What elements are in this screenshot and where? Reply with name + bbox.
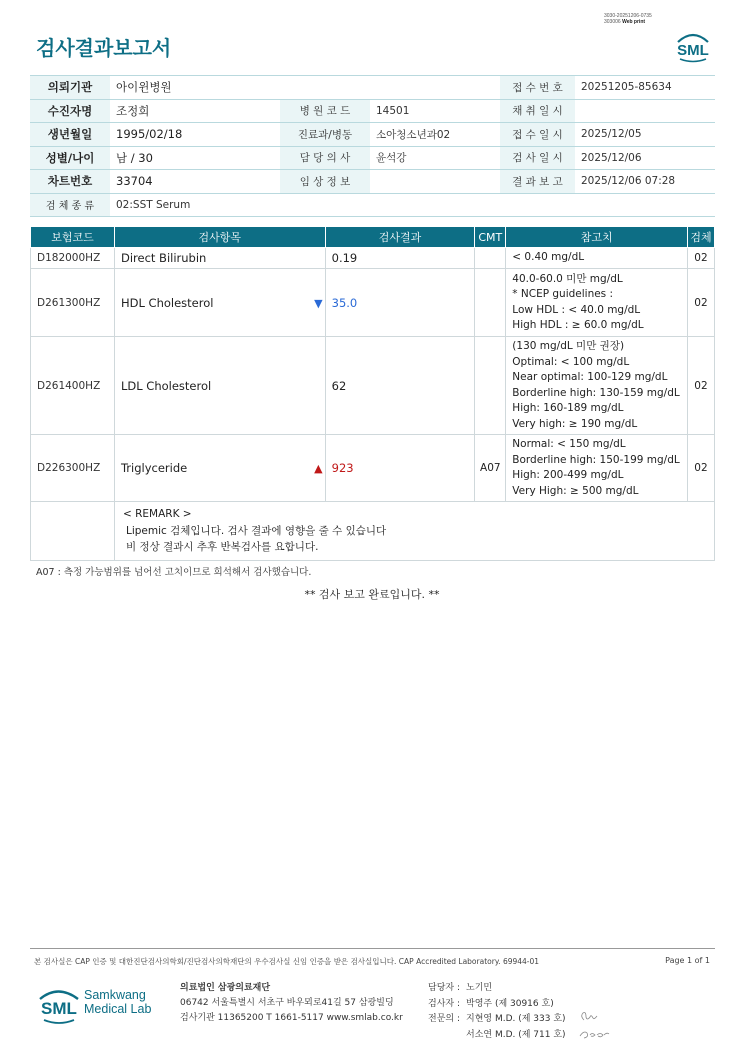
high-flag-icon: ▲ xyxy=(314,462,323,475)
organization-address: 06742 서울특별시 서초구 바우뫼로41길 57 삼광빌딩 xyxy=(180,998,394,1008)
header-cmt: CMT xyxy=(475,227,506,248)
staff-label: 검사자 : xyxy=(428,998,460,1009)
row-item: LDL Cholesterol xyxy=(114,337,325,435)
results-table xyxy=(30,226,715,561)
header-test-item: 검사항목 xyxy=(114,227,325,248)
label-institution: 의뢰기관 xyxy=(30,76,110,100)
table-row xyxy=(31,269,715,337)
label-sex-age: 성별/나이 xyxy=(30,146,110,170)
label-dob: 생년월일 xyxy=(30,123,110,147)
row-value: 923 xyxy=(325,435,475,502)
label-name: 수진자명 xyxy=(30,99,110,123)
label-doctor: 담 당 의 사 xyxy=(280,146,370,170)
row-cmt xyxy=(475,269,506,337)
staff-label: 전문의 : xyxy=(428,1014,460,1024)
document-code xyxy=(604,13,652,25)
row-reference xyxy=(506,269,688,337)
sex-age-value: 남 / 30 xyxy=(110,146,280,170)
department-value: 소아청소년과02 xyxy=(370,123,500,147)
staff-value: 서소연 M.D. (제 711 호) xyxy=(466,1029,566,1040)
completion-message: ** 검사 보고 완료입니다. ** xyxy=(304,588,440,601)
info-row-2 xyxy=(30,99,715,123)
sml-logo-icon xyxy=(672,26,714,64)
name-value: 조정희 xyxy=(110,99,280,123)
label-test-date: 검 사 일 시 xyxy=(500,146,575,170)
reference-line: Near optimal: 100-129 mg/dL xyxy=(512,371,668,383)
page-title: 검사결과보고서 xyxy=(36,36,172,60)
doctor-value: 윤석강 xyxy=(370,146,500,170)
row-code: D226300HZ xyxy=(31,435,115,502)
row-value: 62 xyxy=(325,337,475,435)
chart-no-value: 33704 xyxy=(110,170,280,194)
label-clinical-info: 임 상 정 보 xyxy=(280,170,370,194)
staff-row xyxy=(428,981,566,997)
reference-line: Optimal: < 100 mg/dL xyxy=(512,355,630,368)
staff-info xyxy=(428,981,566,1043)
certification-text: 본 검사실은 CAP 인증 및 대한진단검사의학회/진단검사의학재단의 우수검사실 신임 인증을 받은 검사실입니다. CAP Accredited Laboratory. 69944-01 xyxy=(34,957,540,966)
clinical-info-value xyxy=(370,170,500,194)
remark-line: 비 정상 결과시 추후 반복검사를 요합니다. xyxy=(125,541,319,553)
label-specimen-type: 검 체 종 류 xyxy=(30,193,110,217)
label-hospital-code: 병 원 코 드 xyxy=(280,99,370,123)
row-item-cell xyxy=(114,269,325,337)
staff-value: 박영주 (제 30916 호) xyxy=(466,998,554,1009)
receipt-no-value: 20251205-85634 xyxy=(575,76,715,100)
staff-row xyxy=(428,1012,566,1028)
row-specimen: 02 xyxy=(687,269,714,337)
reference-line: (130 mg/dL 미만 권장) xyxy=(512,340,625,352)
patient-info-table xyxy=(30,75,715,217)
staff-value: 지현영 M.D. (제 333 호) xyxy=(466,1014,566,1024)
label-collection-date: 채 취 일 시 xyxy=(500,99,575,123)
row-cmt: A07 xyxy=(475,435,506,502)
organization-contact: 검사기관 11365200 T 1661-5117 www.smlab.co.kr xyxy=(180,1013,403,1023)
staff-row xyxy=(428,997,566,1013)
info-row-6 xyxy=(30,193,715,217)
remark-row xyxy=(31,502,715,561)
document-code-1: 3030-20251206-0735 xyxy=(604,13,652,19)
footer-divider xyxy=(30,948,715,949)
row-value: 0.19 xyxy=(325,248,475,269)
reference-line: Borderline high: 150-199 mg/dL xyxy=(512,453,680,466)
reference-line: High HDL : ≥ 60.0 mg/dL xyxy=(512,319,644,331)
table-row xyxy=(31,435,715,502)
row-specimen: 02 xyxy=(687,435,714,502)
info-row-5 xyxy=(30,170,715,194)
hospital-code-value: 14501 xyxy=(370,99,500,123)
sml-footer-logo-icon xyxy=(36,982,82,1026)
staff-value: 노기민 xyxy=(466,983,493,993)
footer-logo-name xyxy=(84,988,151,1016)
reference-line: Borderline high: 130-159 mg/dL xyxy=(512,386,680,399)
header-specimen: 검체 xyxy=(687,227,714,248)
reference-line: Low HDL : < 40.0 mg/dL xyxy=(512,303,641,316)
row-reference xyxy=(506,248,688,269)
label-report-date: 결 과 보 고 xyxy=(500,170,575,194)
label-receipt-date: 접 수 일 시 xyxy=(500,123,575,147)
row-reference xyxy=(506,435,688,502)
header-insurance-code: 보험코드 xyxy=(31,227,115,248)
label-chart-no: 차트번호 xyxy=(30,170,110,194)
dob-value: 1995/02/18 xyxy=(110,123,280,147)
remark-title: < REMARK > xyxy=(122,508,192,520)
header-reference: 참고치 xyxy=(506,227,688,248)
institution-value: 아이윈병원 xyxy=(110,76,500,100)
info-row-4 xyxy=(30,146,715,170)
row-code: D261400HZ xyxy=(31,337,115,435)
reference-line: High: 200-499 mg/dL xyxy=(512,469,624,481)
reference-line: * NCEP guidelines : xyxy=(512,288,614,300)
row-code: D182000HZ xyxy=(31,248,115,269)
page-number: Page 1 of 1 xyxy=(665,956,710,965)
reference-line: Normal: < 150 mg/dL xyxy=(512,438,626,450)
header-result: 검사결과 xyxy=(325,227,475,248)
table-row xyxy=(31,337,715,435)
staff-row xyxy=(428,1028,566,1044)
reference-line: 40.0-60.0 미만 mg/dL xyxy=(512,272,623,285)
specimen-type-value: 02:SST Serum xyxy=(110,193,715,217)
organization-info xyxy=(180,981,403,1026)
info-row-1 xyxy=(30,76,715,100)
organization-name: 의료법인 삼광의료재단 xyxy=(180,983,271,993)
label-department: 진료과/병동 xyxy=(280,123,370,147)
reference-line: < 0.40 mg/dL xyxy=(512,251,585,264)
row-cmt xyxy=(475,248,506,269)
reference-line: High: 160-189 mg/dL xyxy=(512,402,624,414)
row-item: HDL Cholesterol xyxy=(120,295,214,310)
logo-name-line-1: Samkwang xyxy=(84,988,146,1002)
row-item: Triglyceride xyxy=(120,461,188,475)
remark-line: Lipemic 검체입니다. 검사 결과에 영향을 줄 수 있습니다 xyxy=(125,524,387,537)
row-code: D261300HZ xyxy=(31,269,115,337)
low-flag-icon: ▼ xyxy=(314,296,323,310)
sml-footer-logo-text: SML xyxy=(41,999,77,1018)
footer-logo xyxy=(36,982,156,1026)
reference-line: Very High: ≥ 500 mg/dL xyxy=(512,484,639,497)
signature-icon xyxy=(578,1008,612,1042)
row-item: Direct Bilirubin xyxy=(114,248,325,269)
row-reference xyxy=(506,337,688,435)
staff-label: 담당자 : xyxy=(428,983,460,993)
collection-date-value xyxy=(575,99,715,123)
receipt-date-value: 2025/12/05 xyxy=(575,123,715,147)
remark-empty-cell xyxy=(31,502,115,561)
reference-line: Very high: ≥ 190 mg/dL xyxy=(512,417,638,430)
logo-name-line-2: Medical Lab xyxy=(84,1002,152,1016)
sml-logo-text: SML xyxy=(677,42,709,59)
document-code-2: 303006 Web print xyxy=(604,19,646,25)
cmt-footnote: A07 : 측정 가능범위를 넘어선 고치이므로 희석해서 검사했습니다. xyxy=(36,567,312,578)
row-item-cell xyxy=(114,435,325,502)
info-row-3 xyxy=(30,123,715,147)
label-receipt-no: 접 수 번 호 xyxy=(500,76,575,100)
test-date-value: 2025/12/06 xyxy=(575,146,715,170)
report-date-value: 2025/12/06 07:28 xyxy=(575,170,715,194)
row-specimen: 02 xyxy=(687,337,714,435)
web-print-label: Web print xyxy=(622,19,646,25)
row-specimen: 02 xyxy=(687,248,714,269)
table-row xyxy=(31,248,715,269)
results-header-row xyxy=(31,227,715,248)
row-value: 35.0 xyxy=(325,269,475,337)
row-cmt xyxy=(475,337,506,435)
remark-cell xyxy=(114,502,714,561)
